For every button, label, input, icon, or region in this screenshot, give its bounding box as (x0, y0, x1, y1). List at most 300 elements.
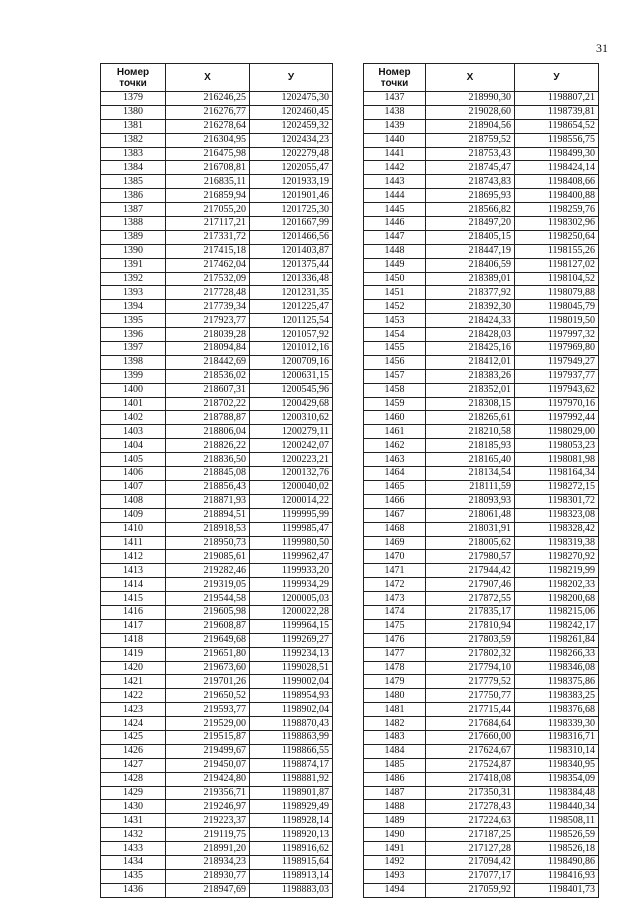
point-number-cell: 1456 (364, 355, 426, 369)
table-row (364, 453, 599, 467)
table-row (101, 286, 333, 300)
y-value-cell: 1201057,92 (250, 328, 333, 342)
header-point-number (101, 64, 166, 92)
table-row (364, 425, 599, 439)
point-number-cell: 1416 (101, 605, 166, 619)
point-number-cell: 1385 (101, 175, 166, 189)
table-row (364, 494, 599, 508)
x-value-cell: 219085,61 (166, 550, 250, 564)
y-value-cell: 1197949,27 (515, 355, 599, 369)
x-value-cell: 218702,22 (166, 397, 250, 411)
point-number-cell: 1415 (101, 592, 166, 606)
x-value-cell: 216246,25 (166, 92, 250, 106)
x-value-cell: 218753,43 (426, 147, 515, 161)
point-number-cell: 1463 (364, 453, 426, 467)
point-number-cell: 1398 (101, 355, 166, 369)
y-value-cell: 1199985,47 (250, 522, 333, 536)
x-value-cell: 217187,25 (426, 828, 515, 842)
x-value-cell: 218947,69 (166, 883, 250, 897)
x-value-cell: 217624,67 (426, 744, 515, 758)
x-value-cell: 218405,15 (426, 230, 515, 244)
point-number-cell: 1403 (101, 425, 166, 439)
x-value-cell: 217418,08 (426, 772, 515, 786)
table-row (364, 328, 599, 342)
point-number-cell: 1474 (364, 605, 426, 619)
x-value-cell: 219356,71 (166, 786, 250, 800)
table-row (364, 605, 599, 619)
table-row (101, 717, 333, 731)
table-row (101, 647, 333, 661)
y-value-cell: 1198339,30 (515, 717, 599, 731)
x-value-cell: 217739,34 (166, 300, 250, 314)
y-value-cell: 1198508,11 (515, 814, 599, 828)
point-number-cell: 1441 (364, 147, 426, 161)
y-value-cell: 1198556,75 (515, 133, 599, 147)
x-value-cell: 219319,05 (166, 578, 250, 592)
x-value-cell: 217127,28 (426, 842, 515, 856)
y-value-cell: 1199980,50 (250, 536, 333, 550)
y-value-cell: 1199234,13 (250, 647, 333, 661)
x-value-cell: 216708,81 (166, 161, 250, 175)
y-value-cell: 1202475,30 (250, 92, 333, 106)
point-number-cell: 1452 (364, 300, 426, 314)
table-row (101, 814, 333, 828)
table-row (101, 272, 333, 286)
x-value-cell: 218061,48 (426, 508, 515, 522)
y-value-cell: 1198870,43 (250, 717, 333, 731)
x-value-cell: 218918,53 (166, 522, 250, 536)
y-value-cell: 1198902,04 (250, 703, 333, 717)
x-value-cell: 219223,37 (166, 814, 250, 828)
point-number-cell: 1493 (364, 869, 426, 883)
table-row (101, 383, 333, 397)
coordinates-table-left (100, 63, 333, 898)
x-value-cell: 218308,15 (426, 397, 515, 411)
x-value-cell: 219529,00 (166, 717, 250, 731)
header-y: У (515, 64, 599, 92)
y-value-cell: 1198328,42 (515, 522, 599, 536)
point-number-cell: 1427 (101, 758, 166, 772)
y-value-cell: 1198416,93 (515, 869, 599, 883)
point-number-cell: 1470 (364, 550, 426, 564)
y-value-cell: 1199962,47 (250, 550, 333, 564)
y-value-cell: 1200631,15 (250, 369, 333, 383)
x-value-cell: 218745,47 (426, 161, 515, 175)
y-value-cell: 1197970,16 (515, 397, 599, 411)
table-row (364, 689, 599, 703)
table-row (364, 522, 599, 536)
table-row (101, 855, 333, 869)
table-row (101, 119, 333, 133)
point-number-cell: 1406 (101, 467, 166, 481)
x-value-cell: 217524,87 (426, 758, 515, 772)
y-value-cell: 1201403,87 (250, 244, 333, 258)
x-value-cell: 219028,60 (426, 105, 515, 119)
y-value-cell: 1201725,30 (250, 203, 333, 217)
y-value-cell: 1198270,92 (515, 550, 599, 564)
y-value-cell: 1198155,26 (515, 244, 599, 258)
point-number-cell: 1404 (101, 439, 166, 453)
y-value-cell: 1200014,22 (250, 494, 333, 508)
x-value-cell: 216835,11 (166, 175, 250, 189)
x-value-cell: 218950,73 (166, 536, 250, 550)
table-row (101, 842, 333, 856)
table-row (101, 411, 333, 425)
x-value-cell: 218111,59 (426, 480, 515, 494)
y-value-cell: 1200242,07 (250, 439, 333, 453)
point-number-cell: 1407 (101, 480, 166, 494)
x-value-cell: 218383,26 (426, 369, 515, 383)
table-row (364, 175, 599, 189)
x-value-cell: 218210,58 (426, 425, 515, 439)
table-row (101, 161, 333, 175)
table-row (364, 800, 599, 814)
x-value-cell: 216304,95 (166, 133, 250, 147)
coordinates-table-right (363, 63, 599, 898)
y-value-cell: 1198440,34 (515, 800, 599, 814)
table-row (364, 147, 599, 161)
point-number-cell: 1457 (364, 369, 426, 383)
x-value-cell: 218185,93 (426, 439, 515, 453)
table-row (101, 730, 333, 744)
y-value-cell: 1202459,32 (250, 119, 333, 133)
table-row (101, 467, 333, 481)
x-value-cell: 217907,46 (426, 578, 515, 592)
x-value-cell: 218424,33 (426, 314, 515, 328)
x-value-cell: 219605,98 (166, 605, 250, 619)
x-value-cell: 219424,80 (166, 772, 250, 786)
y-value-cell: 1198250,64 (515, 230, 599, 244)
table-row (364, 369, 599, 383)
y-value-cell: 1198019,50 (515, 314, 599, 328)
x-value-cell: 217750,77 (426, 689, 515, 703)
point-number-cell: 1476 (364, 633, 426, 647)
point-number-cell: 1472 (364, 578, 426, 592)
table-row (364, 230, 599, 244)
x-value-cell: 217715,44 (426, 703, 515, 717)
point-number-cell: 1490 (364, 828, 426, 842)
table-row (101, 786, 333, 800)
table-row (101, 342, 333, 356)
y-value-cell: 1198340,95 (515, 758, 599, 772)
x-value-cell: 217532,09 (166, 272, 250, 286)
point-number-cell: 1417 (101, 619, 166, 633)
y-value-cell: 1198323,08 (515, 508, 599, 522)
point-number-cell: 1473 (364, 592, 426, 606)
table-row (364, 355, 599, 369)
point-number-cell: 1386 (101, 189, 166, 203)
table-row (364, 661, 599, 675)
point-number-cell: 1442 (364, 161, 426, 175)
y-value-cell: 1200545,96 (250, 383, 333, 397)
point-number-cell: 1453 (364, 314, 426, 328)
point-number-cell: 1461 (364, 425, 426, 439)
y-value-cell: 1198807,21 (515, 92, 599, 106)
y-value-cell: 1197943,62 (515, 383, 599, 397)
point-number-cell: 1412 (101, 550, 166, 564)
x-value-cell: 218428,03 (426, 328, 515, 342)
y-value-cell: 1201336,48 (250, 272, 333, 286)
y-value-cell: 1198526,59 (515, 828, 599, 842)
x-value-cell: 219701,26 (166, 675, 250, 689)
x-value-cell: 218607,31 (166, 383, 250, 397)
x-value-cell: 218377,92 (426, 286, 515, 300)
point-number-cell: 1458 (364, 383, 426, 397)
table-body-right (364, 92, 599, 898)
table-row (364, 883, 599, 897)
y-value-cell: 1198375,86 (515, 675, 599, 689)
x-value-cell: 218788,87 (166, 411, 250, 425)
point-number-cell: 1435 (101, 869, 166, 883)
point-number-cell: 1419 (101, 647, 166, 661)
y-value-cell: 1198029,00 (515, 425, 599, 439)
x-value-cell: 218806,04 (166, 425, 250, 439)
table-row (364, 439, 599, 453)
point-number-cell: 1381 (101, 119, 166, 133)
point-number-cell: 1449 (364, 258, 426, 272)
y-value-cell: 1200005,03 (250, 592, 333, 606)
table-row (364, 467, 599, 481)
point-number-cell: 1423 (101, 703, 166, 717)
y-value-cell: 1198354,09 (515, 772, 599, 786)
y-value-cell: 1199995,99 (250, 508, 333, 522)
y-value-cell: 1201667,99 (250, 217, 333, 231)
y-value-cell: 1200310,62 (250, 411, 333, 425)
y-value-cell: 1202279,48 (250, 147, 333, 161)
table-row (101, 800, 333, 814)
x-value-cell: 218406,59 (426, 258, 515, 272)
point-number-cell: 1426 (101, 744, 166, 758)
x-value-cell: 217278,43 (426, 800, 515, 814)
table-row (101, 300, 333, 314)
table-row (364, 397, 599, 411)
x-value-cell: 218845,08 (166, 467, 250, 481)
table-row (364, 272, 599, 286)
table-row (101, 675, 333, 689)
y-value-cell: 1198916,62 (250, 842, 333, 856)
point-number-cell: 1424 (101, 717, 166, 731)
x-value-cell: 218031,91 (426, 522, 515, 536)
x-value-cell: 218759,52 (426, 133, 515, 147)
table-row (101, 758, 333, 772)
x-value-cell: 217728,48 (166, 286, 250, 300)
y-value-cell: 1201225,47 (250, 300, 333, 314)
point-number-cell: 1428 (101, 772, 166, 786)
point-number-cell: 1421 (101, 675, 166, 689)
x-value-cell: 217350,31 (426, 786, 515, 800)
y-value-cell: 1198200,68 (515, 592, 599, 606)
y-value-cell: 1199934,29 (250, 578, 333, 592)
y-value-cell: 1198654,52 (515, 119, 599, 133)
table-header-row (101, 64, 333, 92)
table-row (101, 203, 333, 217)
header-y: У (250, 64, 333, 92)
x-value-cell: 218566,82 (426, 203, 515, 217)
x-value-cell: 217117,21 (166, 217, 250, 231)
x-value-cell: 218536,02 (166, 369, 250, 383)
table-row (101, 536, 333, 550)
table-row (364, 480, 599, 494)
table-row (101, 633, 333, 647)
point-number-cell: 1465 (364, 480, 426, 494)
table-row (364, 244, 599, 258)
table-row (101, 244, 333, 258)
x-value-cell: 217059,92 (426, 883, 515, 897)
point-number-cell: 1383 (101, 147, 166, 161)
table-row (364, 203, 599, 217)
point-number-cell: 1425 (101, 730, 166, 744)
x-value-cell: 218894,51 (166, 508, 250, 522)
point-number-cell: 1492 (364, 855, 426, 869)
table-row (364, 411, 599, 425)
x-value-cell: 218412,01 (426, 355, 515, 369)
y-value-cell: 1198883,03 (250, 883, 333, 897)
y-value-cell: 1199002,04 (250, 675, 333, 689)
x-value-cell: 218392,30 (426, 300, 515, 314)
point-number-cell: 1411 (101, 536, 166, 550)
point-number-cell: 1447 (364, 230, 426, 244)
y-value-cell: 1201231,35 (250, 286, 333, 300)
x-value-cell: 218743,83 (426, 175, 515, 189)
table-row (364, 828, 599, 842)
point-number-cell: 1467 (364, 508, 426, 522)
table-row (364, 647, 599, 661)
y-value-cell: 1200040,02 (250, 480, 333, 494)
table-row (364, 119, 599, 133)
y-value-cell: 1197937,77 (515, 369, 599, 383)
table-row (101, 661, 333, 675)
y-value-cell: 1200223,21 (250, 453, 333, 467)
table-row (101, 550, 333, 564)
x-value-cell: 216276,77 (166, 105, 250, 119)
y-value-cell: 1198301,72 (515, 494, 599, 508)
point-number-cell: 1401 (101, 397, 166, 411)
table-body-left (101, 92, 333, 898)
x-value-cell: 218093,93 (426, 494, 515, 508)
point-number-cell: 1451 (364, 286, 426, 300)
x-value-cell: 217077,17 (426, 869, 515, 883)
y-value-cell: 1198881,92 (250, 772, 333, 786)
point-number-cell: 1491 (364, 842, 426, 856)
y-value-cell: 1197992,44 (515, 411, 599, 425)
y-value-cell: 1198408,66 (515, 175, 599, 189)
point-number-cell: 1469 (364, 536, 426, 550)
point-number-cell: 1460 (364, 411, 426, 425)
y-value-cell: 1198302,96 (515, 217, 599, 231)
point-number-cell: 1399 (101, 369, 166, 383)
y-value-cell: 1198913,14 (250, 869, 333, 883)
y-value-cell: 1198901,87 (250, 786, 333, 800)
y-value-cell: 1198316,71 (515, 730, 599, 744)
table-row (101, 397, 333, 411)
point-number-cell: 1477 (364, 647, 426, 661)
table-row (101, 133, 333, 147)
table-row (364, 675, 599, 689)
point-number-cell: 1455 (364, 342, 426, 356)
point-number-cell: 1379 (101, 92, 166, 106)
x-value-cell: 218991,20 (166, 842, 250, 856)
y-value-cell: 1198954,93 (250, 689, 333, 703)
table-row (364, 633, 599, 647)
table-header-row (364, 64, 599, 92)
table-row (101, 522, 333, 536)
table-row (364, 564, 599, 578)
point-number-cell: 1487 (364, 786, 426, 800)
x-value-cell: 219649,68 (166, 633, 250, 647)
point-number-cell: 1479 (364, 675, 426, 689)
x-value-cell: 217094,42 (426, 855, 515, 869)
table-row (101, 592, 333, 606)
table-row (101, 772, 333, 786)
point-number-cell: 1488 (364, 800, 426, 814)
table-row (364, 383, 599, 397)
page-number: 31 (596, 41, 608, 55)
table-row (101, 869, 333, 883)
header-x: X (426, 64, 515, 92)
table-row (364, 314, 599, 328)
y-value-cell: 1201125,54 (250, 314, 333, 328)
point-number-cell: 1466 (364, 494, 426, 508)
table-row (101, 230, 333, 244)
y-value-cell: 1198053,23 (515, 439, 599, 453)
point-number-cell: 1432 (101, 828, 166, 842)
y-value-cell: 1198259,76 (515, 203, 599, 217)
table-row (364, 161, 599, 175)
table-row (101, 564, 333, 578)
point-number-cell: 1430 (101, 800, 166, 814)
table-row (364, 744, 599, 758)
x-value-cell: 219499,67 (166, 744, 250, 758)
x-value-cell: 219450,07 (166, 758, 250, 772)
point-number-cell: 1475 (364, 619, 426, 633)
x-value-cell: 219608,87 (166, 619, 250, 633)
x-value-cell: 217803,59 (426, 633, 515, 647)
table-row (101, 147, 333, 161)
point-number-cell: 1402 (101, 411, 166, 425)
x-value-cell: 218836,50 (166, 453, 250, 467)
x-value-cell: 217835,17 (426, 605, 515, 619)
x-value-cell: 217872,55 (426, 592, 515, 606)
table-row (101, 619, 333, 633)
x-value-cell: 219515,87 (166, 730, 250, 744)
point-number-cell: 1444 (364, 189, 426, 203)
table-row (101, 425, 333, 439)
x-value-cell: 217224,63 (426, 814, 515, 828)
point-number-cell: 1380 (101, 105, 166, 119)
table-row (364, 758, 599, 772)
y-value-cell: 1200132,76 (250, 467, 333, 481)
table-row (101, 369, 333, 383)
table-row (364, 842, 599, 856)
y-value-cell: 1198739,81 (515, 105, 599, 119)
y-value-cell: 1202055,47 (250, 161, 333, 175)
point-number-cell: 1418 (101, 633, 166, 647)
table-row (101, 217, 333, 231)
point-number-cell: 1494 (364, 883, 426, 897)
y-value-cell: 1202460,45 (250, 105, 333, 119)
point-number-cell: 1382 (101, 133, 166, 147)
table-row (101, 605, 333, 619)
table-row (364, 550, 599, 564)
y-value-cell: 1201933,19 (250, 175, 333, 189)
y-value-cell: 1200022,28 (250, 605, 333, 619)
y-value-cell: 1198164,34 (515, 467, 599, 481)
x-value-cell: 218425,16 (426, 342, 515, 356)
y-value-cell: 1198242,17 (515, 619, 599, 633)
table-row (101, 508, 333, 522)
x-value-cell: 218442,69 (166, 355, 250, 369)
point-number-cell: 1396 (101, 328, 166, 342)
